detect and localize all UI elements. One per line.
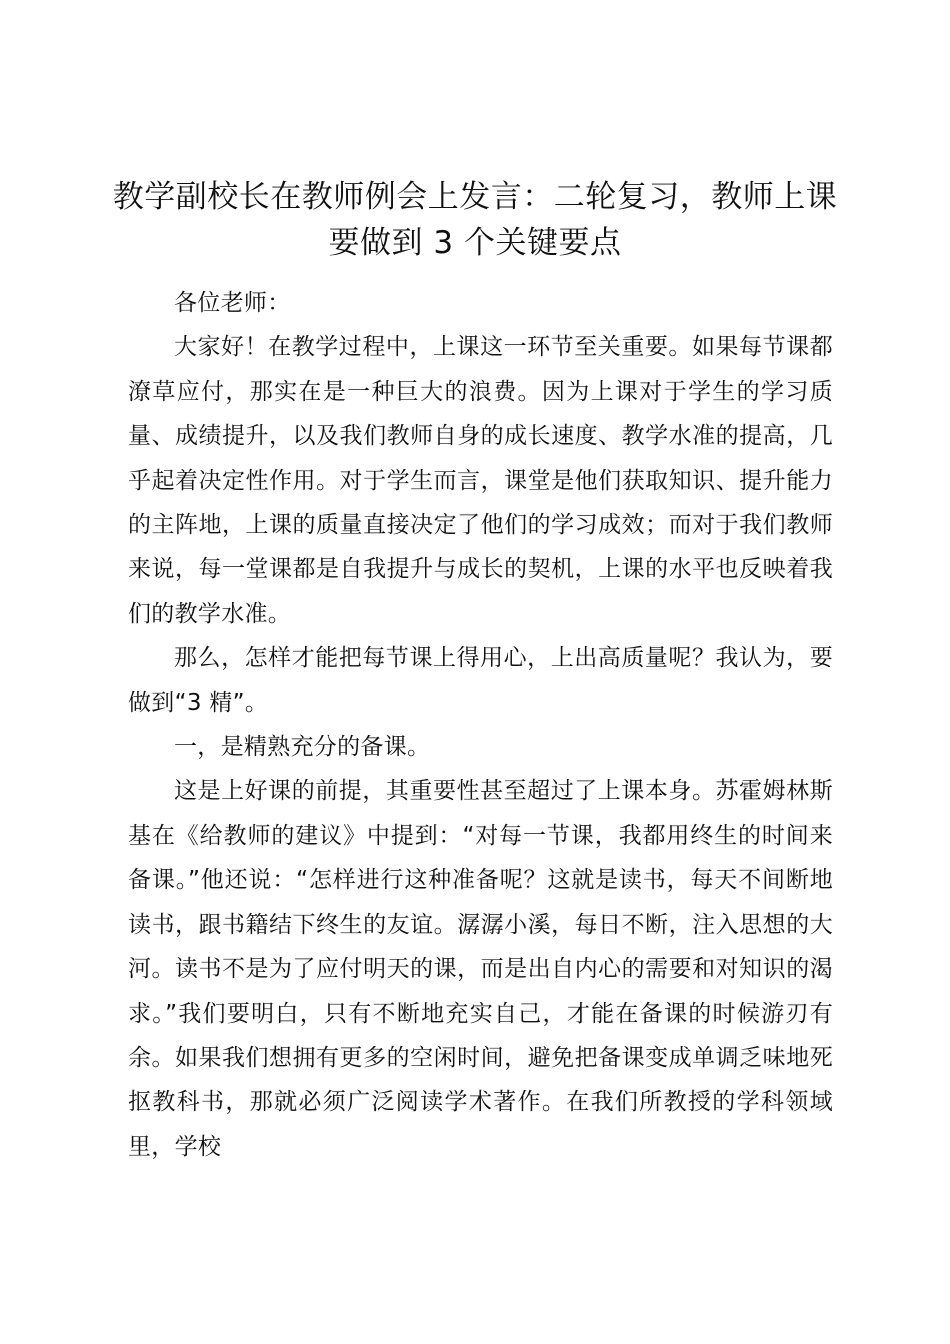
document-body	[128, 281, 833, 1169]
body-paragraph: 大家好！在教学过程中，上课这一环节至关重要。如果每节课都潦草应付，那实在是一种巨大的浪费。因为上课对于学生的学习质量、成绩提升，以及我们教师自身的成长速度、教学水准的提高，几乎起着决定性作用。对于学生而言，课堂是他们获取知识、提升能力的主阵地，上课的质量直接决定了他们的学习成效；而对于我们教师来说，每一堂课都是自我提升与成长的契机，上课的水平也反映着我们的教学水准。	[128, 334, 833, 627]
greeting-paragraph: 各位老师：	[174, 290, 291, 316]
body-paragraph: 这是上好课的前提，其重要性甚至超过了上课本身。苏霍姆林斯基在《给教师的建议》中提到：“对每一节课，我都用终生的时间来备课。”他还说：“怎样进行这种准备呢？这就是读书，每天不间断地读书，跟书籍结下终生的友谊。潺潺小溪，每日不断，注入思想的大河。读书不是为了应付明天的课，而是出自内心的需要和对知识的渴求。”我们要明白，只有不断地充实自己，才能在备课的时候游刃有余。如果我们想拥有更多的空闲时间，避免把备课变成单调乏味地死抠教科书，那就必须广泛阅读学术著作。在我们所教授的学科领域里，学校	[128, 778, 833, 1160]
document-title: 教学副校长在教师例会上发言：二轮复习，教师上课要做到 3 个关键要点	[112, 179, 838, 261]
body-paragraph: 那么，怎样才能把每节课上得用心，上出高质量呢？我认为，要做到“3 精”。	[128, 645, 833, 716]
section-heading-paragraph: 一，是精熟充分的备课。	[174, 734, 431, 761]
